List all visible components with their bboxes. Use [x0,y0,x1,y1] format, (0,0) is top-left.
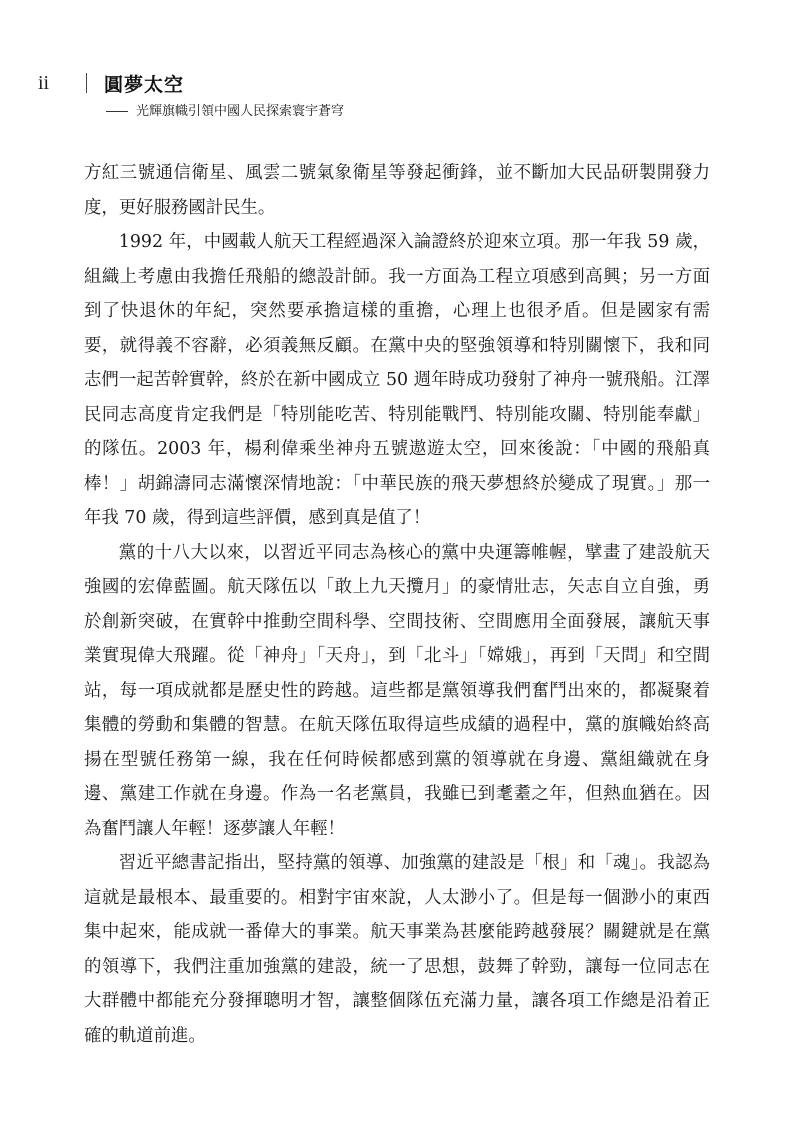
book-subtitle-line [106,100,344,119]
book-subtitle: 光輝旗幟引領中國人民探索寰宇蒼穹 [136,104,345,119]
running-header [38,70,738,120]
header-divider [86,73,87,93]
book-title: 圓夢太空 [104,74,185,96]
paragraph-continued: 方紅三號通信衛星、風雲二號氣象衛星等發起衝鋒，並不斷加大民品研製開發力度，更好服務國計民生。 [84,163,710,218]
page-number: ii [38,72,50,94]
body-text [84,156,710,1053]
paragraph: 習近平總書記指出，堅持黨的領導、加強黨的建設是「根」和「魂」。我認為這就是最根本、最重要的。相對宇宙來說，人太渺小了。但是每一個渺小的東西集中起來，能成就一番偉大的事業。航天事業為甚麼能跨越發展？關鍵就是在黨的領導下，我們注重加強黨的建設，統一了思想，鼓舞了幹勁，讓每一位同志在大群體中都能充分發揮聰明才智，讓整個隊伍充滿力量，讓各項工作總是沿着正確的軌道前進。 [84,853,710,1046]
paragraph: 1992 年，中國載人航天工程經過深入論證終於迎來立項。那一年我 59 歲，組織上考慮由我擔任飛船的總設計師。我一方面為工程立項感到高興；另一方面到了快退休的年紀，突然要承擔這樣的重擔，心理上也很矛盾。但是國家有需要，就得義不容辭，必須義無反顧。在黨中央的堅強領導和特別關懷下，我和同志們一起苦幹實幹，終於在新中國成立 50 週年時成功發射了神舟一號飛船。江澤民同志高度肯定我們是「特別能吃苦、特別能戰鬥、特別能攻關、特別能奉獻」的隊伍。2003 年，楊利偉乘坐神舟五號遨遊太空，回來後說：「中國的飛船真棒！」胡錦濤同志滿懷深情地說：「中華民族的飛天夢想終於變成了現實。」那一年我 70 歲，得到這些評價，感到真是值了！ [84,232,710,528]
paragraph: 黨的十八大以來，以習近平同志為核心的黨中央運籌帷幄，擘畫了建設航天強國的宏偉藍圖。航天隊伍以「敢上九天攬月」的豪情壯志，矢志自立自強，勇於創新突破，在實幹中推動空間科學、空間技術、空間應用全面發展，讓航天事業實現偉大飛躍。從「神舟」「天舟」，到「北斗」「嫦娥」，再到「天問」和空間站，每一項成就都是歷史性的跨越。這些都是黨領導我們奮鬥出來的，都凝聚着集體的勞動和集體的智慧。在航天隊伍取得這些成績的過程中，黨的旗幟始終高揚在型號任務第一線，我在任何時候都感到黨的領導就在身邊、黨組織就在身邊、黨建工作就在身邊。作為一名老黨員，我雖已到耄耋之年，但熱血猶在。因為奮鬥讓人年輕！逐夢讓人年輕！ [84,542,710,839]
subtitle-dash [106,111,128,112]
